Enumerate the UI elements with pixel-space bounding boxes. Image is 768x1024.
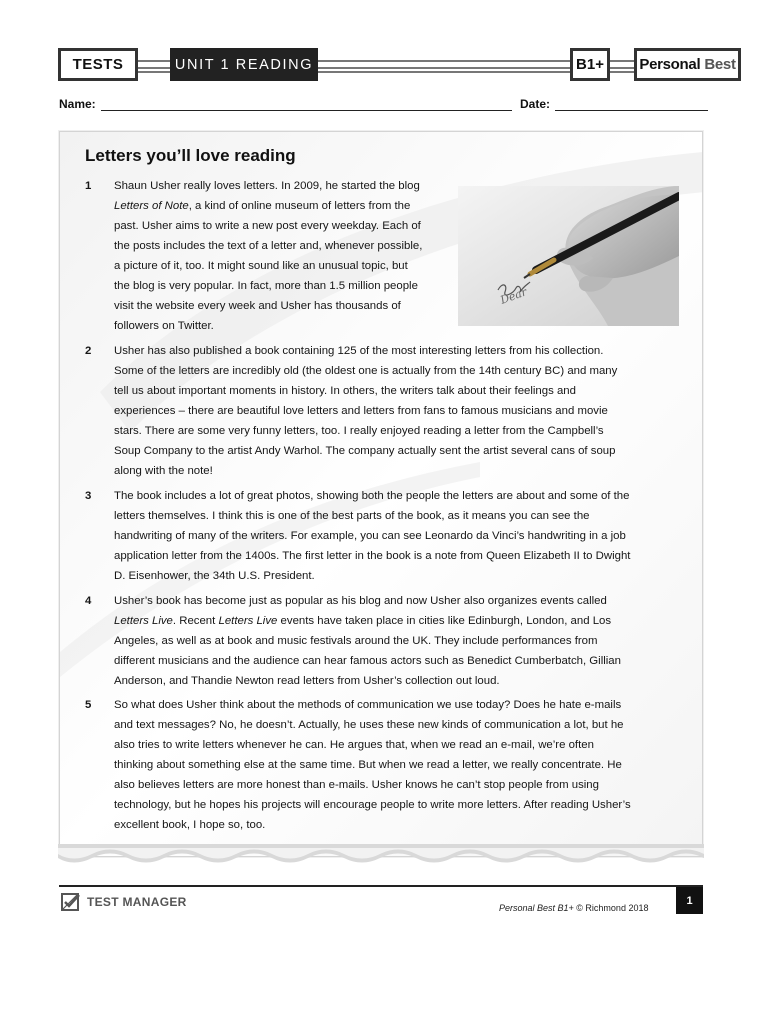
text-line: technology, but he hopes his projects will encourage people to write more letters. After reading Usher’s [114,799,631,811]
date-field[interactable] [555,110,708,111]
page-number: 1 [676,887,703,914]
wavy-edge [58,840,704,870]
text-line: past. Usher aims to write a new post every weekday. Each of [114,220,421,232]
copyright-publisher: © Richmond 2018 [573,903,649,913]
brand-logo [634,48,741,81]
checkbox-logo-icon [61,893,81,911]
test-manager-logo [61,893,187,911]
text-line: the blog is very popular. In fact, more than 1.5 million people [114,280,418,292]
text-line: tell us about important moments in history. In others, the writers talk about their feelings and [114,385,576,397]
hand-with-pen-icon [458,186,679,326]
name-label: Name: [59,97,96,111]
copyright-notice [499,903,648,913]
text-line: also tries to write letters whenever he can. He argues that, when we read an e-mail, we’re often [114,739,594,751]
text-line: the posts includes the text of a letter and, whenever possible, [114,240,423,252]
handwriting-dear: Dear [498,285,529,307]
text-line: stars. There are some very funny letters, too. I really enjoyed reading a letter from the Campbell’s [114,425,604,437]
text-line: The book includes a lot of great photos, showing both the people the letters are about and some of the [114,490,630,502]
text-line: D. Eisenhower, the 34th U.S. President. [114,570,315,582]
text-line: excellent book, I hope so, too. [114,819,266,831]
name-date-row [59,97,709,115]
paragraph-number: 3 [85,490,92,502]
brand-word-best: Best [704,56,736,73]
text-line: Anderson, and Thandie Newton read letters from Usher’s collection out loud. [114,675,500,687]
text-line: also believes letters are more honest than e-mails. Usher knows he can’t stop people from using [114,779,599,791]
text-line: Angeles, as well as at book and music festivals around the UK. They include performances from [114,635,598,647]
text-line: Some of the letters are incredibly old (the oldest one is actually from the 14th century BC) and many [114,365,618,377]
reading-panel [59,131,703,857]
unit-title: UNIT 1 READING [170,48,318,81]
name-field[interactable] [101,110,512,111]
copyright-title: Personal Best B1+ [499,903,574,913]
paragraph-number: 1 [85,180,92,192]
text-line: letters themselves. I think this is one of the best parts of the book, as it means you can see the [114,510,590,522]
paragraph-number: 5 [85,699,92,711]
paragraph-number: 4 [85,595,92,607]
text-line: along with the note! [114,465,213,477]
text-line: application letter from the 1400s. The first letter in the book is a note from Queen Elizabeth II to Dwight [114,550,631,562]
text-line: followers on Twitter. [114,320,214,332]
text-line: and text messages? No, he doesn’t. Actually, he uses these new kinds of communication a lot, but he [114,719,624,731]
text-line: Letters Live. Recent Letters Live events have taken place in cities like Edinburgh, London, and Los [114,615,612,627]
text-line: Usher has also published a book containing 125 of the most interesting letters from his collection. [114,345,604,357]
text-line: Shaun Usher really loves letters. In 2009, he started the blog [114,180,420,192]
brand-word-personal: Personal [639,56,701,73]
tests-label: TESTS [58,48,138,81]
paragraph-number: 2 [85,345,92,357]
text-line: a picture of it, too. It might sound like an unusual topic, but [114,260,408,272]
text-line: different musicians and the audience can hear famous actors such as Benedict Cumberbatch, Gillian [114,655,621,667]
text-line: Soup Company to the artist Andy Warhol. The company actually sent the artist several cans of soup [114,445,616,457]
footer-rule [59,885,703,887]
article-title: Letters you’ll love reading [85,146,296,165]
text-line: thinking about something else at the same time. But when we read a letter, we really concentrate. He [114,759,622,771]
test-manager-label: TEST MANAGER [87,895,187,909]
text-line: visit the website every week and Usher has thousands of [114,300,401,312]
date-label: Date: [520,97,551,111]
text-line: Usher’s book has become just as popular as his blog and now Usher also organizes events called [114,595,607,607]
page-header [58,48,741,82]
text-line: Letters of Note, a kind of online museum of letters from the [114,200,411,212]
text-line: experiences – there are beautiful love letters and letters from fans to famous musicians and movie [114,405,608,417]
text-line: So what does Usher think about the methods of communication we use today? Does he hate e-mails [114,699,622,711]
text-line: handwriting of many of the writers. For example, you can see Leonardo da Vinci’s handwriting in a job [114,530,626,542]
pen-writing-photo [458,186,679,326]
level-badge: B1+ [570,48,610,81]
